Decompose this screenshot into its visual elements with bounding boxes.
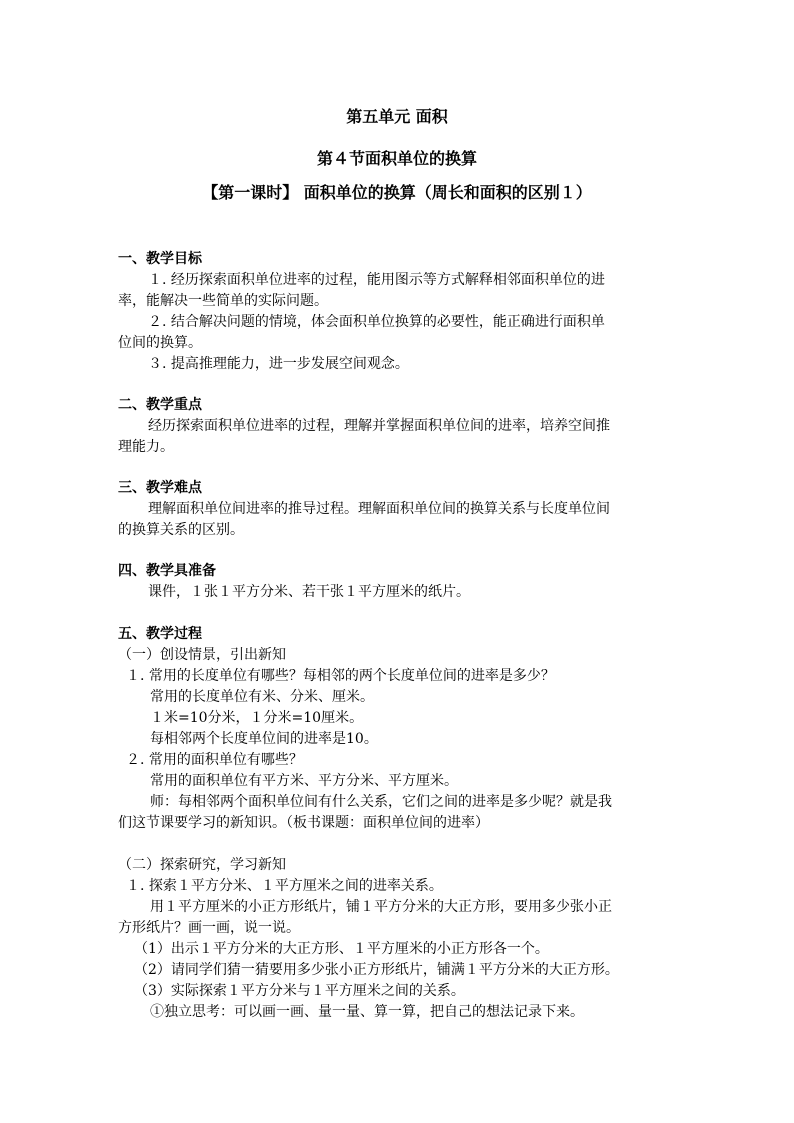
key-points-line-2: 理能力。 <box>118 439 174 455</box>
part2-think: ①独立思考：可以画一画、量一量、算一算，把自己的想法记录下来。 <box>150 1004 584 1020</box>
difficulties-heading: 三、教学难点 <box>118 480 202 496</box>
part2-line-2: 方形纸片？画一画，说一说。 <box>118 920 300 936</box>
difficulties-line-1: 理解面积单位间进率的推导过程。理解面积单位间的换算关系与长度单位间 <box>148 501 610 517</box>
part1-answer-2-line-1: 常用的面积单位有平方米、平方分米、平方厘米。 <box>150 773 458 789</box>
part1-answer-1-line-3: 每相邻两个长度单位间的进率是10。 <box>150 731 378 747</box>
part1-answer-1-line-2: １米=10分米，１分米=10厘米。 <box>150 710 364 726</box>
lesson-title: 【第一课时】 面积单位的换算（周长和面积的区别１） <box>202 183 592 202</box>
objective-1-line-2: 率，能解决一些简单的实际问题。 <box>118 293 328 309</box>
part2-substep-3: （3）实际探索１平方分米与１平方厘米之间的关系。 <box>134 983 465 999</box>
objectives-heading: 一、教学目标 <box>118 251 202 267</box>
part2-step-heading: １. 探索１平方分米、１平方厘米之间的进率关系。 <box>126 878 443 894</box>
unit-title: 第五单元 面积 <box>346 107 448 126</box>
part2-substep-2: （2）请同学们猜一猜要用多少张小正方形纸片，铺满１平方分米的大正方形。 <box>134 962 619 978</box>
materials-heading: 四、教学具准备 <box>118 563 216 579</box>
objective-1-line-1: １. 经历探索面积单位进率的过程，能用图示等方式解释相邻面积单位的进 <box>148 272 605 288</box>
part1-question-2: ２. 常用的面积单位有哪些？ <box>126 752 303 768</box>
part2-substep-1: （1）出示１平方分米的大正方形、１平方厘米的小正方形各一个。 <box>134 941 549 957</box>
part2-heading: （二）探索研究，学习新知 <box>118 857 286 873</box>
part2-line-1: 用１平方厘米的小正方形纸片，铺１平方分米的大正方形，要用多少张小正 <box>150 899 612 915</box>
objective-3: ３. 提高推理能力，进一步发展空间观念。 <box>148 356 409 372</box>
key-points-line-1: 经历探索面积单位进率的过程，理解并掌握面积单位间的进率，培养空间推 <box>148 418 610 434</box>
objective-2-line-1: ２. 结合解决问题的情境，体会面积单位换算的必要性，能正确进行面积单 <box>148 314 605 330</box>
objective-2-line-2: 位间的换算。 <box>118 335 202 351</box>
part1-question-1: １. 常用的长度单位有哪些？每相邻的两个长度单位间的进率是多少？ <box>126 668 555 684</box>
materials-line-1: 课件，１张１平方分米、若干张１平方厘米的纸片。 <box>148 584 470 600</box>
process-heading: 五、教学过程 <box>118 626 202 642</box>
section-title: 第４节面积单位的换算 <box>316 149 477 168</box>
difficulties-line-2: 的换算关系的区别。 <box>118 522 244 538</box>
teacher-remark-line-1: 师：每相邻两个面积单位间有什么关系，它们之间的进率是多少呢？就是我 <box>150 794 612 810</box>
part1-answer-1-line-1: 常用的长度单位有米、分米、厘米。 <box>150 689 374 705</box>
teacher-remark-line-2: 们这节课要学习的新知识。（板书课题：面积单位间的进率） <box>118 815 489 831</box>
part1-heading: （一）创设情景，引出新知 <box>118 647 286 663</box>
key-points-heading: 二、教学重点 <box>118 397 202 413</box>
